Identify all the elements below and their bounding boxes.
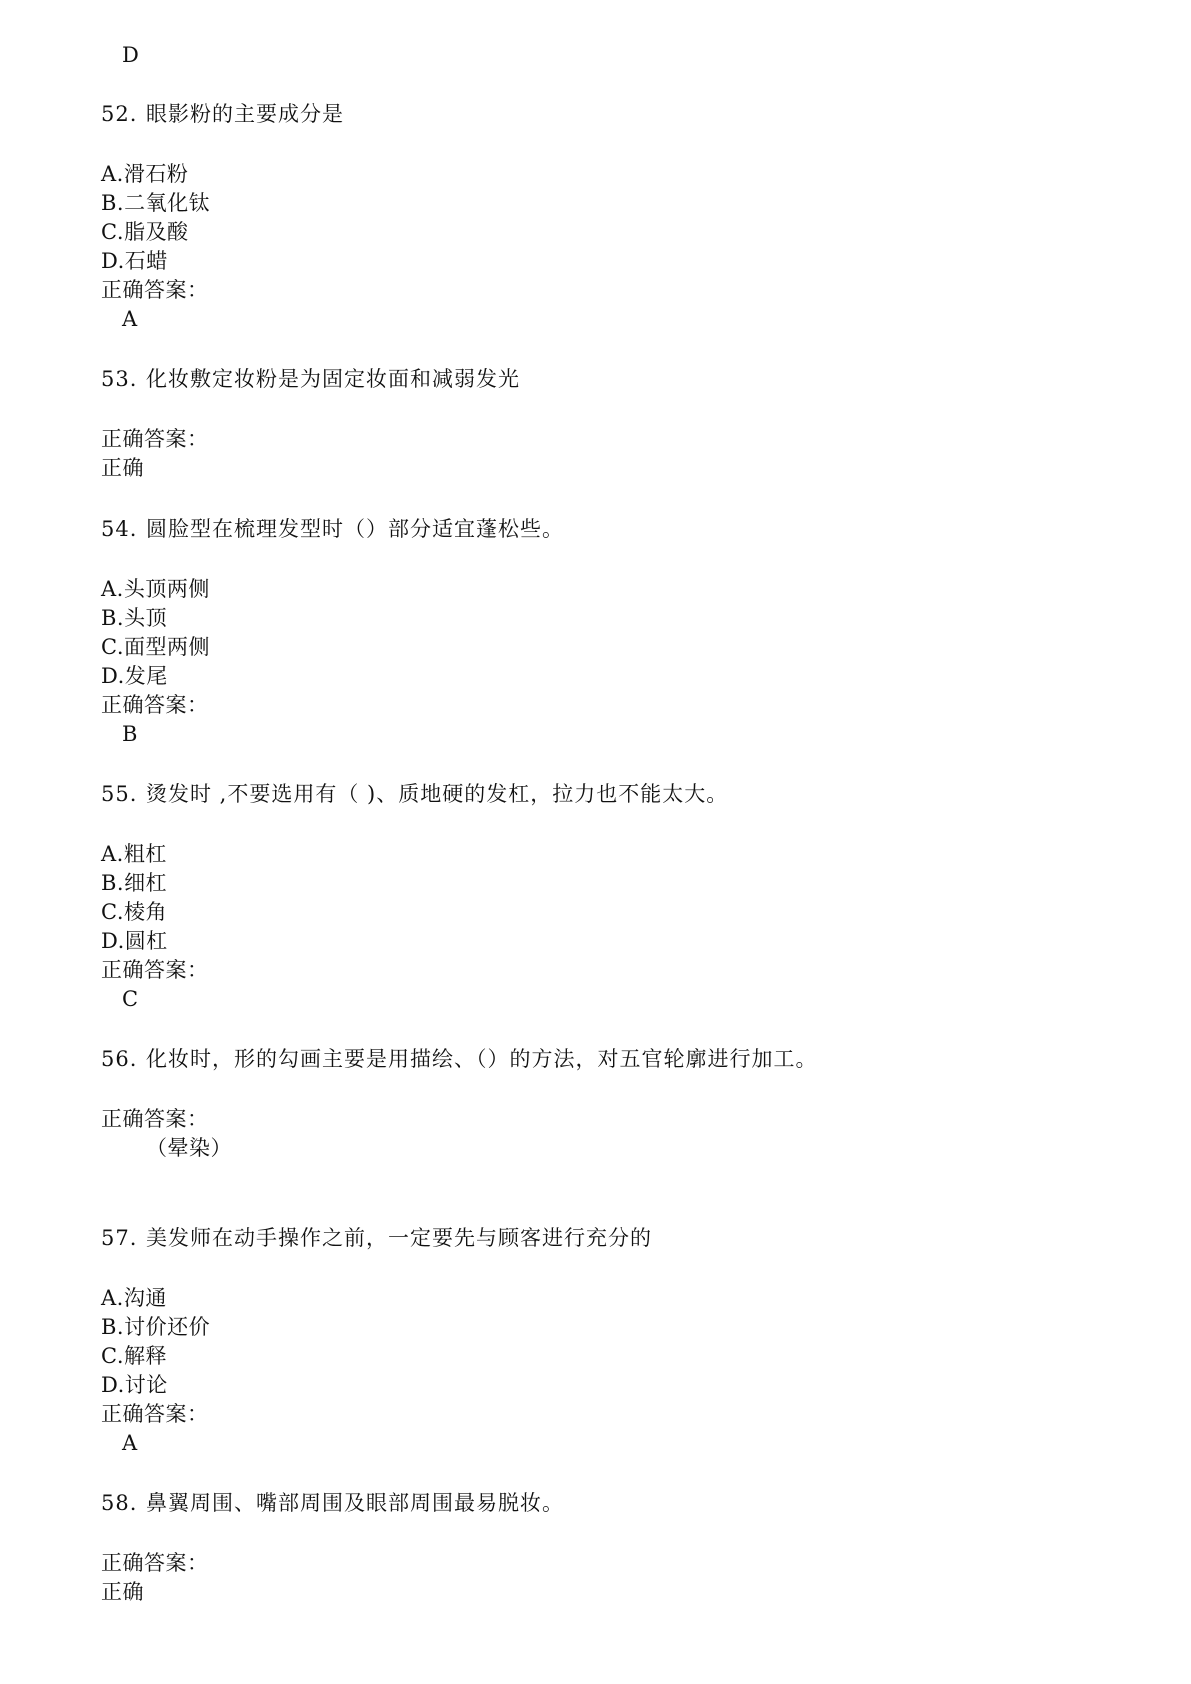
question-text: 圆脸型在梳理发型时（）部分适宜蓬松些。 — [146, 517, 564, 541]
question-text: 美发师在动手操作之前，一定要先与顾客进行充分的 — [146, 1226, 652, 1250]
answer-value: B — [122, 722, 138, 746]
option-d: D.圆杠 — [101, 929, 168, 953]
option-c: C.棱角 — [101, 900, 167, 924]
question-text: 化妆时，形的勾画主要是用描绘、（）的方法，对五官轮廓进行加工。 — [146, 1047, 818, 1071]
option-a: A.滑石粉 — [101, 162, 189, 186]
option-b: B.二氧化钛 — [101, 191, 211, 215]
question-text: 鼻翼周围、嘴部周围及眼部周围最易脱妆。 — [146, 1491, 564, 1515]
option-d: D.发尾 — [101, 664, 168, 688]
option-b: B.讨价还价 — [101, 1315, 211, 1339]
answer-value: A — [122, 307, 138, 331]
question-number: 55. — [101, 782, 138, 806]
answer-value: A — [122, 1431, 138, 1455]
option-d: D.石蜡 — [101, 249, 168, 273]
question-number: 54. — [101, 517, 138, 541]
answer-label: 正确答案： — [101, 958, 209, 982]
answer-label: 正确答案： — [101, 1551, 209, 1575]
answer-value: 正确 — [101, 1580, 144, 1604]
option-a: A.沟通 — [101, 1286, 167, 1310]
question-text: 化妆敷定妆粉是为固定妆面和减弱发光 — [146, 367, 520, 391]
option-c: C.面型两侧 — [101, 635, 210, 659]
question-number: 58. — [101, 1491, 138, 1515]
answer-label: 正确答案： — [101, 693, 209, 717]
answer-value: C — [122, 987, 139, 1011]
answer-label: 正确答案： — [101, 1402, 209, 1426]
question-text: 烫发时 ,不要选用有（ )、质地硬的发杠，拉力也不能太大。 — [146, 782, 729, 806]
answer-label: 正确答案： — [101, 1107, 209, 1131]
question-text: 眼影粉的主要成分是 — [146, 102, 344, 126]
option-a: A.头顶两侧 — [101, 577, 210, 601]
option-b: B.细杠 — [101, 871, 168, 895]
question-number: 56. — [101, 1047, 138, 1071]
option-d: D.讨论 — [101, 1373, 168, 1397]
option-a: A.粗杠 — [101, 842, 167, 866]
question-number: 53. — [101, 367, 138, 391]
answer-label: 正确答案： — [101, 427, 209, 451]
answer-label: 正确答案： — [101, 278, 209, 302]
answer-value: 正确 — [101, 456, 144, 480]
previous-answer: D — [122, 43, 140, 67]
option-c: C.脂及酸 — [101, 220, 189, 244]
option-c: C.解释 — [101, 1344, 167, 1368]
question-number: 57. — [101, 1226, 138, 1250]
answer-value: （晕染） — [146, 1136, 232, 1160]
question-number: 52. — [101, 102, 138, 126]
option-b: B.头顶 — [101, 606, 168, 630]
